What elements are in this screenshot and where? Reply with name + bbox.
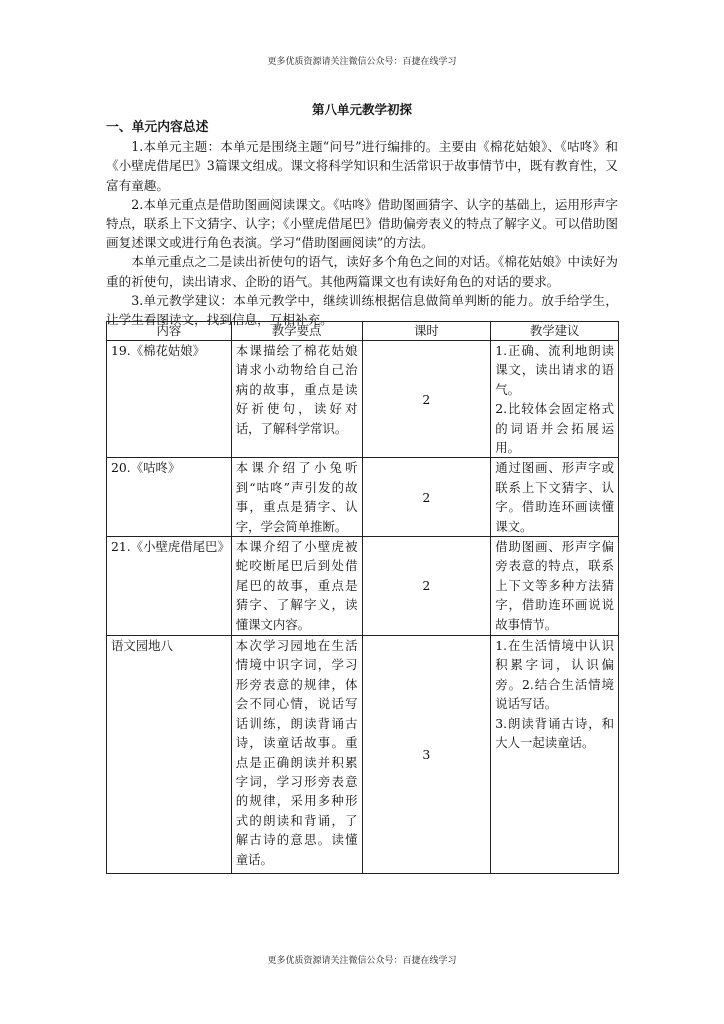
column-header: 内容	[107, 322, 232, 341]
table-row	[107, 458, 619, 537]
lesson-table	[106, 321, 619, 874]
paragraph-suggestion: 3.单元教学建议：本单元教学中，继续训练根据信息做简单判断的能力。放手给学生，让学生看图读文，找到信息，互相补充。	[106, 292, 618, 328]
cell-advice	[491, 537, 619, 636]
cell-content: 语文园地八	[107, 636, 232, 874]
table-row	[107, 537, 619, 636]
page-footer: 更多优质资源请关注微信公众号：百捷在线学习	[267, 956, 457, 966]
cell-hours: 2	[362, 537, 491, 636]
column-header: 教学建议	[491, 322, 619, 341]
cell-hours: 2	[362, 341, 491, 458]
cell-content: 21.《小壁虎借尾巴》	[107, 537, 232, 636]
paragraph-focus: 2.本单元重点是借助图画阅读课文。《咕咚》借助图画猜字、认字的基础上，运用形声字特点，联系上下文猜字、认字；《小壁虎借尾巴》借助偏旁表义的特点了解字义。可以借助图画复述课文或进行角色表演。学习“借助图画阅读”的方法。	[106, 196, 618, 251]
cell-points: 本次学习园地在生活情境中识字词，学习形旁表意的规律，体会不同心情，说话写话训练，朗读背诵古诗，读童话故事。重点是正确朗读并积累字词，学习形旁表意的规律，采用多种形式的朗读和背诵，了解古诗的意思。读懂童话。	[231, 636, 362, 874]
cell-points: 本课介绍了小兔听到“咕咚”声引发的故事，重点是猜字、认字，学会简单推断。	[231, 458, 362, 537]
cell-content: 19.《棉花姑娘》	[107, 341, 232, 458]
document-body	[106, 118, 618, 329]
cell-advice	[491, 341, 619, 458]
advice-line: 3.朗读背诵古诗，和大人一起读童话。	[495, 715, 614, 751]
table-header-row	[107, 322, 619, 341]
advice-line: 通过图画、形声字或联系上下文猜字、认字。借助连环画读懂课文。	[495, 460, 614, 534]
advice-line: 1.在生活情境中认识积累字词，认识偏旁。2.结合生活情境说话写话。	[495, 638, 614, 712]
cell-advice	[491, 458, 619, 537]
table-row	[107, 341, 619, 458]
column-header: 教学要点	[231, 322, 362, 341]
table-row	[107, 636, 619, 874]
cell-hours: 2	[362, 458, 491, 537]
cell-hours: 3	[362, 636, 491, 874]
cell-advice	[491, 636, 619, 874]
page-header: 更多优质资源请关注微信公众号：百捷在线学习	[267, 57, 457, 67]
cell-content: 20.《咕咚》	[107, 458, 232, 537]
advice-line: 2.比较体会固定格式的词语并会拓展运用。	[495, 401, 614, 456]
paragraph-focus-two: 本单元重点之二是读出祈使句的语气，读好多个角色之间的对话。《棉花姑娘》中读好为重的祈使句，读出请求、企盼的语气。其他两篇课文也有读好角色的对话的要求。	[106, 254, 618, 289]
column-header: 课时	[362, 322, 491, 341]
advice-line: 1.正确、流利地朗读课文，读出请求的语气。	[495, 343, 614, 397]
paragraph-theme: 1.本单元主题：本单元是围绕主题“问号”进行编排的。主要由《棉花姑娘》、《咕咚》和《小壁虎借尾巴》3篇课文组成。课文将科学知识和生活常识于故事情节中，既有教育性，又富有童趣。	[106, 139, 618, 193]
cell-points: 本课描绘了棉花姑娘请求小动物给自己治病的故事，重点是读好祈使句，读好对话，了解科学常识。	[231, 341, 362, 458]
section-heading: 一、单元内容总述	[106, 120, 209, 135]
page-title: 第八单元教学初探	[311, 102, 412, 117]
cell-points: 本课介绍了小壁虎被蛇咬断尾巴后到处借尾巴的故事，重点是猜字、了解字义，读懂课文内容。	[231, 537, 362, 636]
advice-line: 借助图画、形声字偏旁表意的特点，联系上下文等多种方法猜字，借助连环画说说故事情节。	[495, 539, 614, 632]
